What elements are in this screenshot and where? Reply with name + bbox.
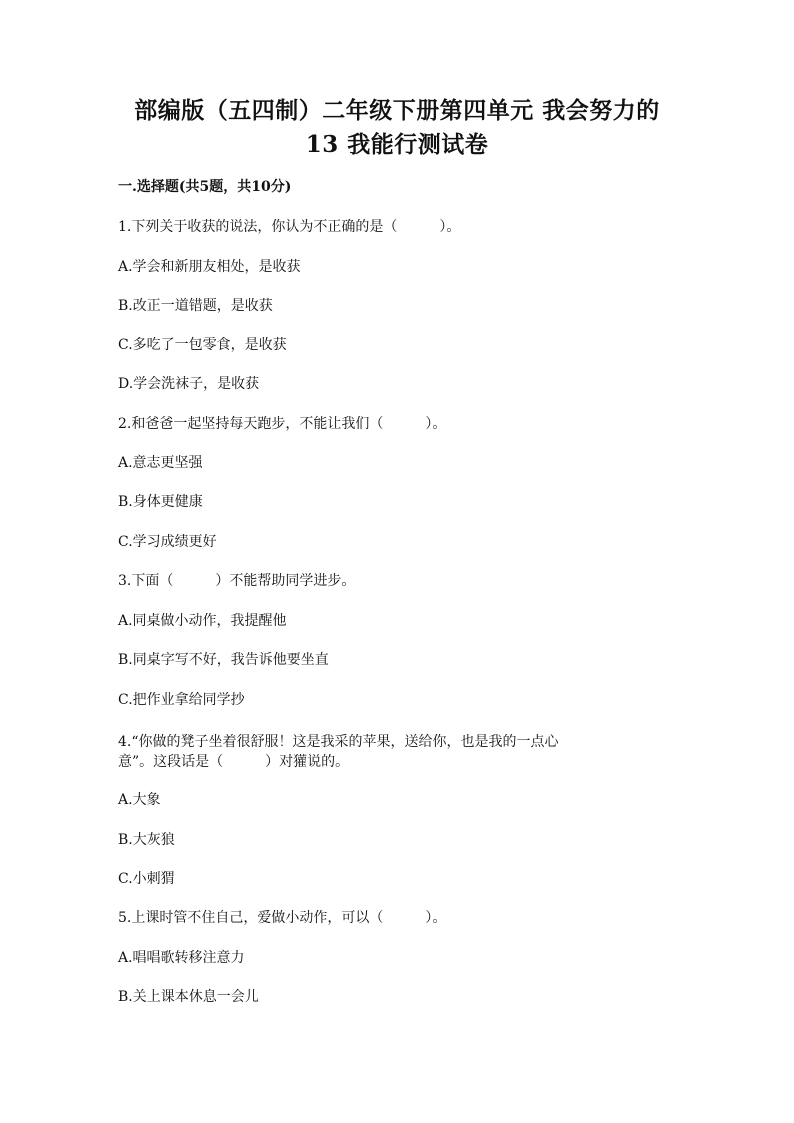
question-1-option-b: B.改正一道错题，是收获 — [118, 298, 273, 314]
exam-title-line2: 13 我能行测试卷 — [305, 131, 489, 158]
question-4-stem-line2: 意”。这段话是（ ）对獾说的。 — [118, 754, 350, 770]
question-4-option-b: B.大灰狼 — [118, 832, 175, 848]
question-3-option-b: B.同桌字写不好，我告诉他要坐直 — [118, 652, 329, 668]
question-4-stem-line1: 4.“你做的凳子坐着很舒服！这是我采的苹果，送给你，也是我的一点心 — [118, 734, 559, 750]
question-3-option-a: A.同桌做小动作，我提醒他 — [118, 613, 287, 629]
exam-title-line1: 部编版（五四制）二年级下册第四单元 我会努力的 — [134, 97, 660, 124]
question-2-option-a: A.意志更坚强 — [118, 455, 203, 471]
question-3-option-c: C.把作业拿给同学抄 — [118, 692, 245, 708]
question-1-option-d: D.学会洗袜子，是收获 — [118, 376, 260, 392]
question-5-option-a: A.唱唱歌转移注意力 — [118, 950, 245, 966]
question-1-option-c: C.多吃了一包零食，是收获 — [118, 337, 287, 353]
question-5-stem: 5.上课时管不住自己，爱做小动作，可以（ ）。 — [118, 910, 447, 926]
question-1-option-a: A.学会和新朋友相处，是收获 — [118, 259, 301, 275]
question-4-option-a: A.大象 — [118, 792, 161, 808]
question-3-stem: 3.下面（ ）不能帮助同学进步。 — [118, 573, 356, 589]
question-4-option-c: C.小刺猬 — [118, 871, 175, 887]
question-5-option-b: B.关上课本休息一会儿 — [118, 989, 259, 1005]
question-2-option-c: C.学习成绩更好 — [118, 534, 217, 550]
question-4-stem — [118, 732, 648, 772]
section-heading: 一.选择题(共5题，共10分) — [118, 179, 292, 195]
question-1-stem: 1.下列关于收获的说法，你认为不正确的是（ ）。 — [118, 219, 461, 235]
question-2-option-b: B.身体更健康 — [118, 494, 203, 510]
question-2-stem: 2.和爸爸一起坚持每天跑步，不能让我们（ ）。 — [118, 416, 447, 432]
